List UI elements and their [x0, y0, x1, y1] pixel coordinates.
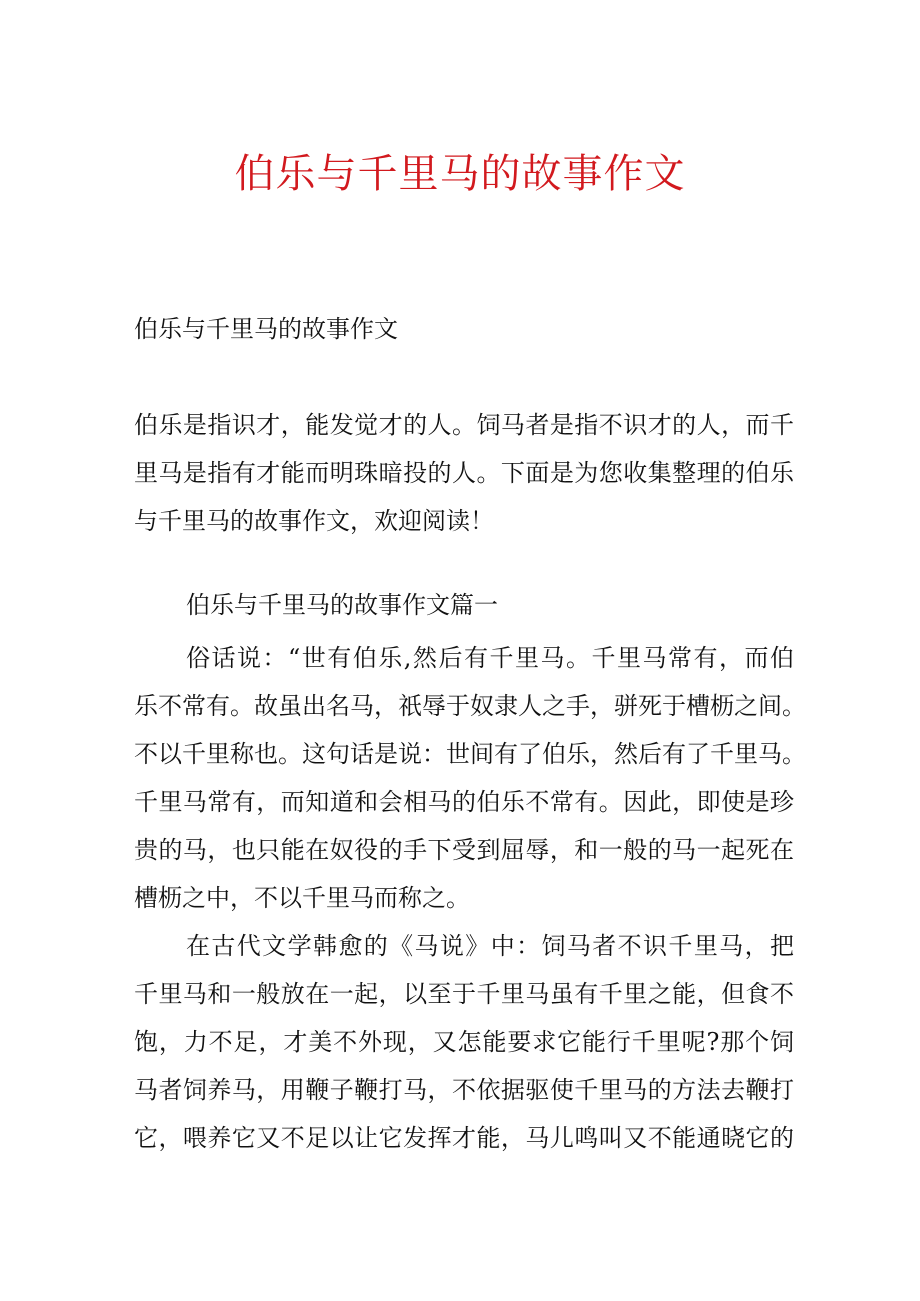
paragraph-line: 千里马和一般放在一起，以至于千里马虽有千里之能，但食不	[134, 980, 794, 1008]
intro-line: 里马是指有才能而明珠暗投的人。下面是为您收集整理的伯乐	[134, 459, 794, 487]
document-subtitle: 伯乐与千里马的故事作文	[134, 315, 398, 343]
paragraph-line: 马者饲养马，用鞭子鞭打马，不依据驱使千里马的方法去鞭打	[134, 1076, 794, 1104]
paragraph-line: 槽枥之中，不以千里马而称之。	[134, 884, 470, 912]
section-heading: 伯乐与千里马的故事作文篇一	[186, 591, 498, 619]
paragraph-2	[134, 922, 794, 1162]
paragraph-line: 不以千里称也。这句话是说：世间有了伯乐，然后有了千里马。	[134, 740, 806, 768]
paragraph-line: 饱，力不足，才美不外现，又怎能要求它能行千里呢?那个饲	[134, 1028, 794, 1056]
paragraph-line: 贵的马，也只能在奴役的手下受到屈辱，和一般的马一起死在	[134, 836, 794, 864]
intro-line: 伯乐是指识才，能发觉才的人。饲马者是指不识才的人，而千	[134, 411, 794, 439]
paragraph-line: 乐不常有。故虽出名马，祇辱于奴隶人之手，骈死于槽枥之间。	[134, 692, 806, 720]
paragraph-line: 在古代文学韩愈的《马说》中：饲马者不识千里马，把	[186, 932, 794, 960]
paragraph-line: 俗话说：“世有伯乐,然后有千里马。千里马常有，而伯	[186, 644, 794, 672]
paragraph-1	[134, 634, 806, 922]
document-title: 伯乐与千里马的故事作文	[234, 151, 686, 197]
intro-paragraph	[134, 401, 794, 545]
intro-line: 与千里马的故事作文，欢迎阅读！	[134, 507, 494, 535]
paragraph-line: 它，喂养它又不足以让它发挥才能，马儿鸣叫又不能通晓它的	[134, 1124, 794, 1152]
paragraph-line: 千里马常有，而知道和会相马的伯乐不常有。因此，即使是珍	[134, 788, 794, 816]
